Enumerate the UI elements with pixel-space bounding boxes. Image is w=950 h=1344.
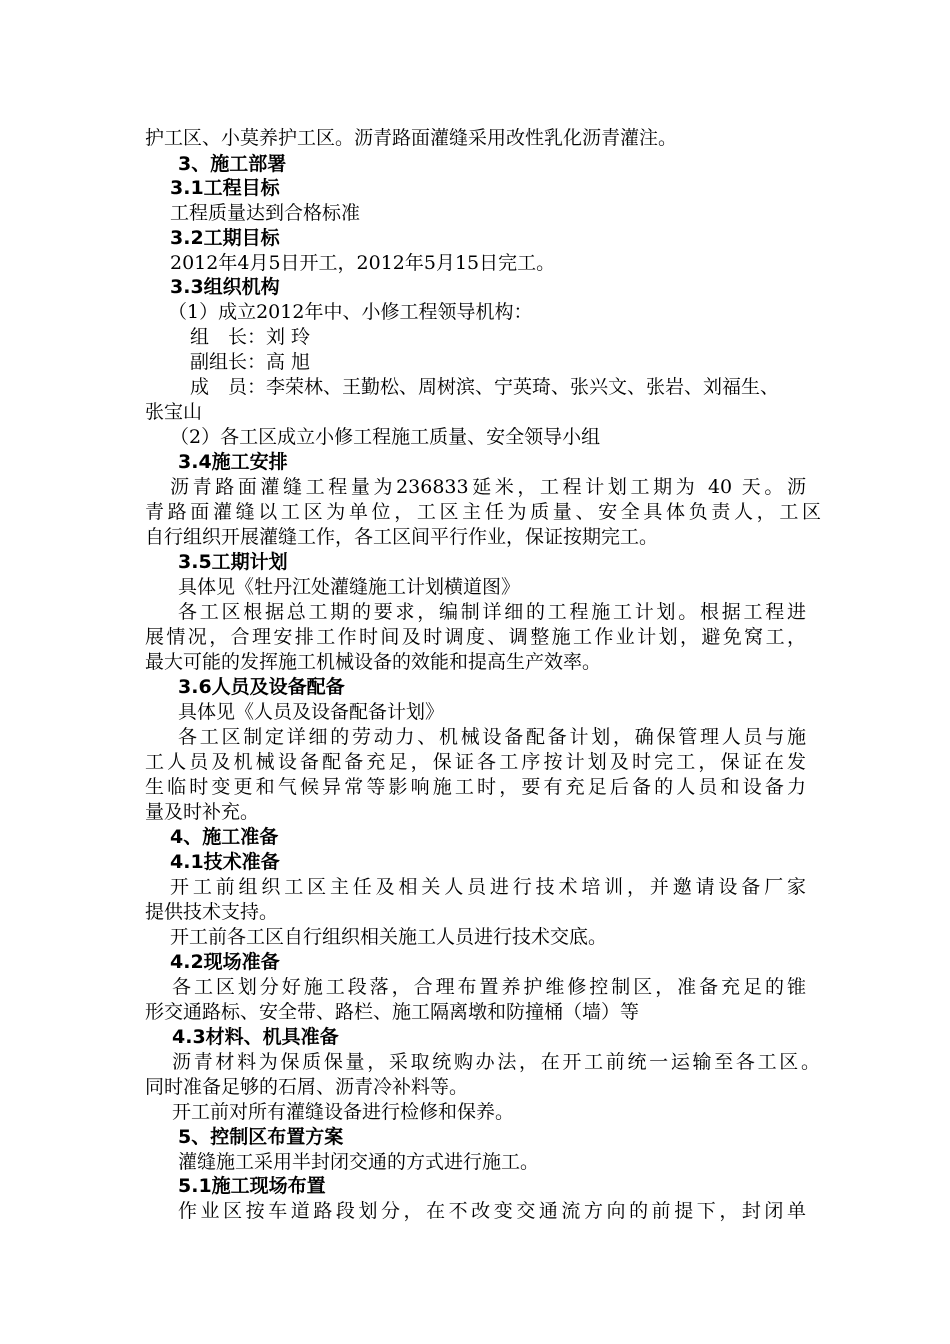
subsection-heading: 4.1技术准备 [170, 851, 280, 873]
body-text-line: 自行组织开展灌缝工作，各工区间平行作业，保证按期完工。 [145, 526, 659, 548]
subsection-heading: 3.1工程目标 [170, 177, 280, 199]
body-text-line: 各工区制定详细的劳动力、机械设备配备计划，确保管理人员与施 [178, 726, 806, 748]
section-heading: 4、施工准备 [170, 826, 279, 848]
body-text-line: 工程质量达到合格标准 [170, 202, 361, 224]
body-text-line: 沥青路面灌缝工程量为236833延米，工程计划工期为 40 天。沥 [170, 476, 806, 498]
body-text-line: 组 长：刘 玲 [190, 326, 311, 348]
body-text-line: 展情况，合理安排工作时间及时调度、调整施工作业计划，避免窝工， [145, 626, 806, 648]
body-text-line: 沥青材料为保质保量，采取统购办法，在开工前统一运输至各工区。 [172, 1051, 820, 1073]
subsection-heading: 3.2工期目标 [170, 227, 280, 249]
subsection-heading: 3.5工期计划 [178, 551, 288, 573]
body-text-line: 具体见《人员及设备配备计划》 [178, 701, 445, 723]
body-text-line: 各工区划分好施工段落，合理布置养护维修控制区，准备充足的锥 [172, 976, 806, 998]
body-text-line: 开工前组织工区主任及相关人员进行技术培训，并邀请设备厂家 [170, 876, 806, 898]
subsection-heading: 3.6人员及设备配备 [178, 676, 345, 698]
body-text-line: 张宝山 [145, 401, 203, 423]
body-text-line: （2）各工区成立小修工程施工质量、安全领导小组 [170, 426, 601, 448]
section-heading: 5、控制区布置方案 [178, 1126, 344, 1148]
body-text-line: 青路面灌缝以工区为单位，工区主任为质量、安全具体负责人，工区 [145, 501, 821, 523]
body-text-line: 护工区、小莫养护工区。沥青路面灌缝采用改性乳化沥青灌注。 [145, 127, 678, 149]
subsection-heading: 3.4施工安排 [178, 451, 288, 473]
body-text-line: 各工区根据总工期的要求，编制详细的工程施工计划。根据工程进 [178, 601, 806, 623]
body-text-line: 生临时变更和气候异常等影响施工时，要有充足后备的人员和设备力 [145, 776, 806, 798]
body-text-line: 工人员及机械设备配备充足，保证各工序按计划及时完工，保证在发 [145, 751, 806, 773]
section-heading: 3、施工部署 [178, 153, 287, 175]
body-text-line: 形交通路标、安全带、路栏、施工隔离墩和防撞桶（墙）等 [145, 1001, 640, 1023]
subsection-heading: 5.1施工现场布置 [178, 1175, 326, 1197]
body-text-line: 作业区按车道路段划分，在不改变交通流方向的前提下，封闭单 [178, 1200, 806, 1222]
body-text-line: 最大可能的发挥施工机械设备的效能和提高生产效率。 [145, 651, 602, 673]
body-text-line: 量及时补充。 [145, 801, 260, 823]
subsection-heading: 3.3组织机构 [170, 276, 280, 298]
body-text-line: 具体见《牡丹江处灌缝施工计划横道图》 [178, 576, 521, 598]
body-text-line: 提供技术支持。 [145, 901, 279, 923]
body-text-line: 灌缝施工采用半封闭交通的方式进行施工。 [178, 1151, 540, 1173]
body-text-line: 2012年4月5日开工，2012年5月15日完工。 [170, 252, 556, 274]
body-text-line: 开工前对所有灌缝设备进行检修和保养。 [172, 1101, 515, 1123]
body-text-line: 副组长：高 旭 [190, 351, 311, 373]
body-text-line: 同时准备足够的石屑、沥青冷补料等。 [145, 1076, 469, 1098]
subsection-heading: 4.2现场准备 [170, 951, 280, 973]
subsection-heading: 4.3材料、机具准备 [172, 1026, 339, 1048]
body-text-line: （1）成立2012年中、小修工程领导机构： [168, 301, 533, 323]
body-text-line: 成 员：李荣林、王勤松、周树滨、宁英琦、张兴文、张岩、刘福生、 [190, 376, 780, 398]
body-text-line: 开工前各工区自行组织相关施工人员进行技术交底。 [170, 926, 608, 948]
